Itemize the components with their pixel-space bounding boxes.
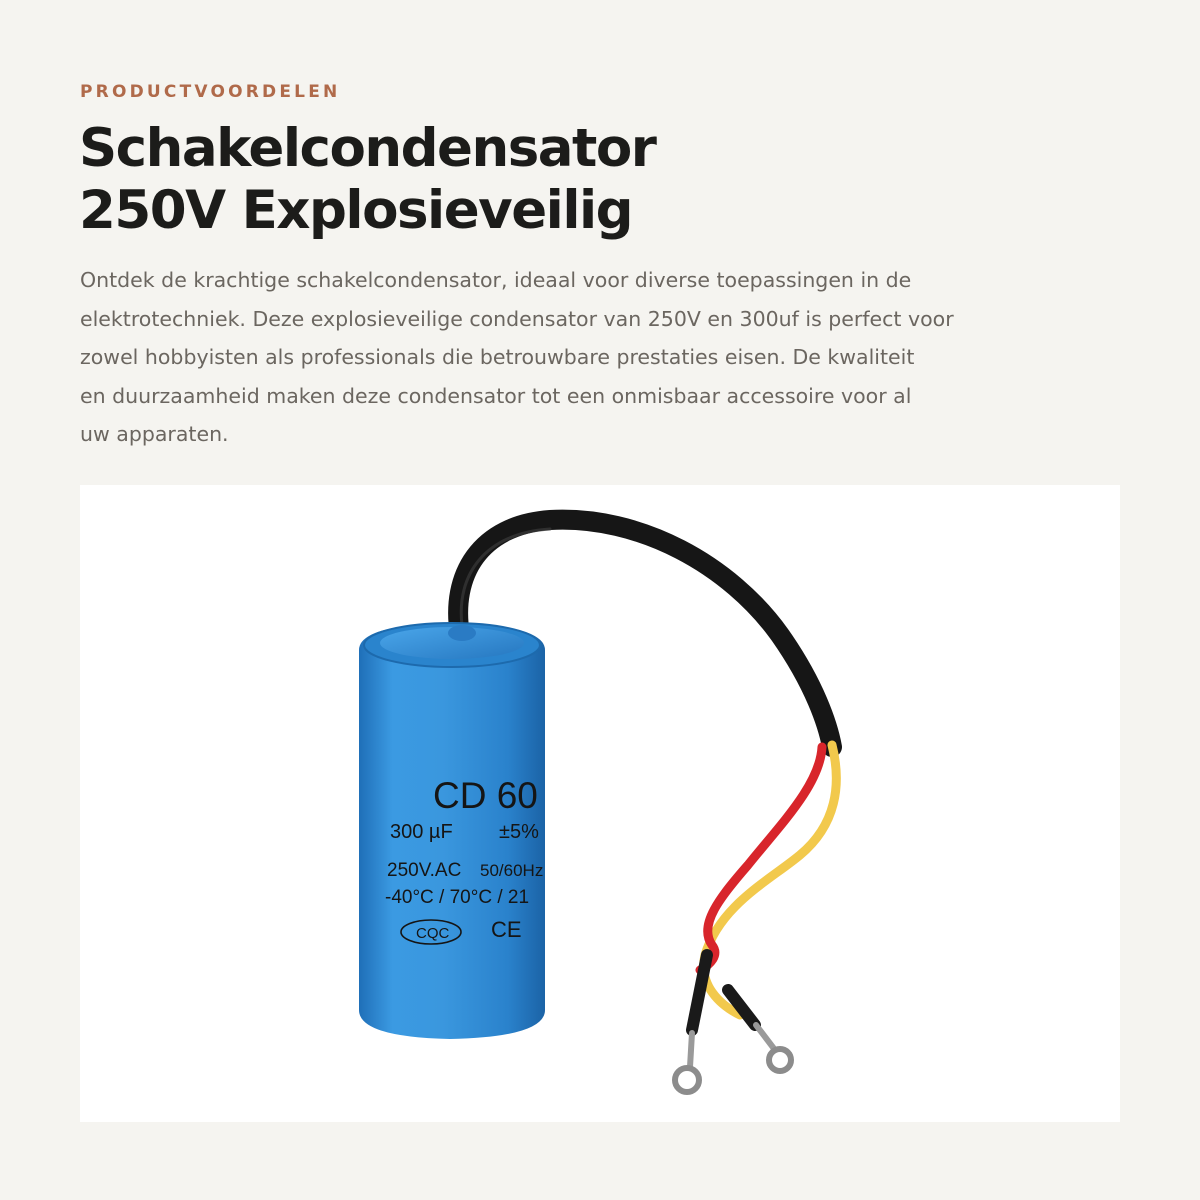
section-eyebrow: PRODUCTVOORDELEN: [80, 82, 341, 102]
product-description: [80, 261, 1080, 454]
label-model: CD 60: [433, 775, 538, 816]
wire-yellow: [704, 745, 837, 1015]
description-line: elektrotechniek. Deze explosieveilige condensator van 250V en 300uf is perfect voor: [80, 306, 954, 331]
ring-terminal: [769, 1049, 791, 1071]
label-frequency: 50/60Hz: [480, 861, 544, 880]
description-line: uw apparaten.: [80, 422, 229, 446]
label-cqc: CQC: [416, 925, 450, 942]
description-line: zowel hobbyisten als professionals die betrouwbare prestaties eisen. De kwaliteit: [80, 345, 915, 369]
label-ce: CE: [491, 917, 522, 942]
label-temperature: -40°C / 70°C / 21: [385, 887, 530, 908]
description-line: Ontdek de krachtige schakelcondensator, ideaal voor diverse toepassingen in de: [80, 268, 912, 292]
label-tolerance: ±5%: [499, 821, 539, 843]
page-title: [79, 118, 1119, 242]
label-voltage: 250V.AC: [387, 860, 462, 881]
product-image-panel: [80, 485, 1120, 1122]
description-line: en duurzaamheid maken deze condensator tot een onmisbaar accessoire voor al: [80, 383, 912, 408]
ring-terminal: [675, 1068, 699, 1092]
wire-red: [700, 747, 822, 970]
title-line: 250V Explosieveilig: [79, 180, 633, 241]
title-line: Schakelcondensator: [79, 118, 656, 179]
label-capacitance: 300 µF: [390, 821, 453, 843]
capacitor-product-image: [80, 485, 1120, 1122]
